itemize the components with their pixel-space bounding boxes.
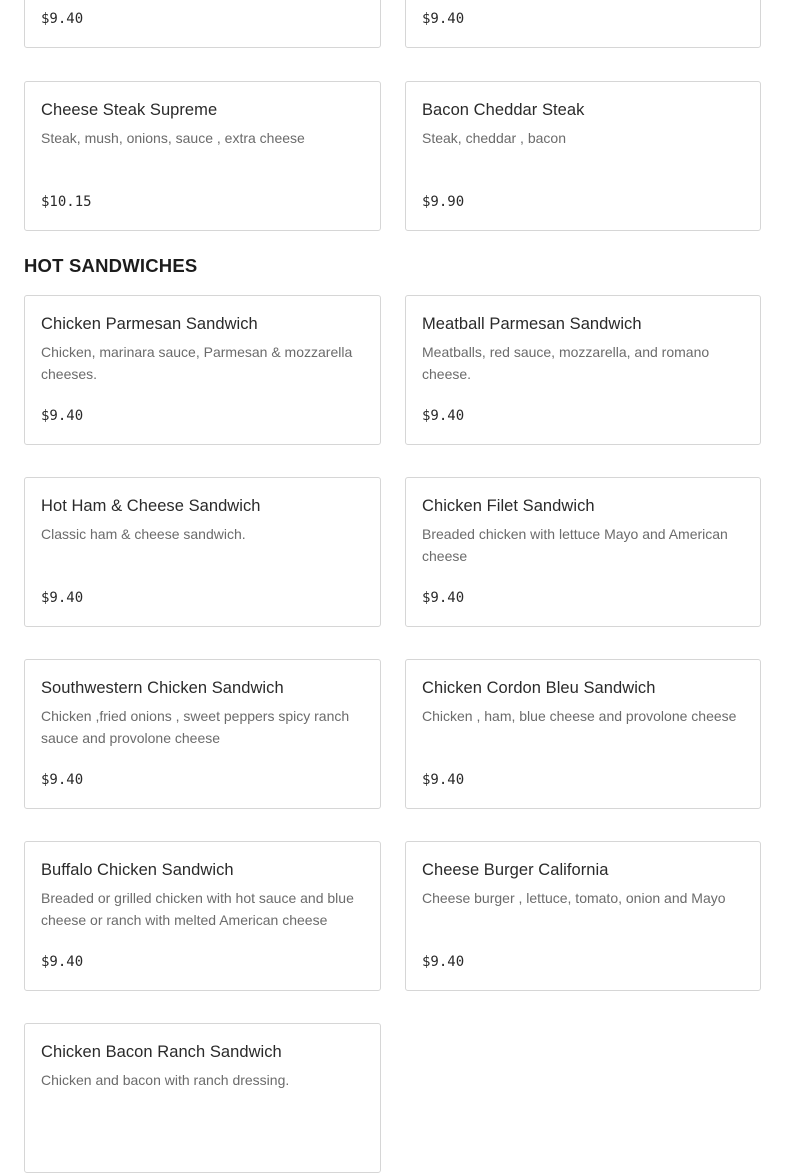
item-price: $9.40 (422, 772, 465, 788)
item-price: $9.40 (422, 590, 465, 606)
item-name: Chicken Filet Sandwich (422, 497, 595, 515)
item-price: $9.40 (422, 954, 465, 970)
item-description: Chicken and bacon with ranch dressing. (41, 1072, 290, 1088)
menu-item-card-cheese-steak-supreme[interactable] (24, 81, 381, 231)
menu-item-card-southwestern-chicken-sandwich[interactable] (24, 659, 381, 809)
menu-item-card-chicken-cordon-bleu-sandwich[interactable] (405, 659, 761, 809)
item-description: Breaded chicken with lettuce Mayo and American cheese (422, 526, 728, 564)
item-price: $9.40 (41, 408, 84, 424)
menu-item-card-bacon-cheddar-steak[interactable] (405, 81, 761, 231)
item-name: Cheese Burger California (422, 861, 609, 879)
menu-item-card-chicken-parmesan-sandwich[interactable] (24, 295, 381, 445)
menu-item-card[interactable] (24, 0, 381, 48)
menu-item-card-meatball-parmesan-sandwich[interactable] (405, 295, 761, 445)
item-description: Chicken ,fried onions , sweet peppers spicy ranch sauce and provolone cheese (41, 708, 350, 746)
menu-item-card-hot-ham-cheese-sandwich[interactable] (24, 477, 381, 627)
item-price: $10.15 (41, 194, 92, 210)
item-price: $9.90 (422, 194, 465, 210)
item-name: Chicken Parmesan Sandwich (41, 315, 258, 333)
item-description: Breaded or grilled chicken with hot sauce and blue cheese or ranch with melted American cheese (41, 890, 354, 928)
menu-item-card-chicken-bacon-ranch-sandwich[interactable] (24, 1023, 381, 1173)
item-name: Southwestern Chicken Sandwich (41, 679, 284, 697)
item-description: Chicken , ham, blue cheese and provolone cheese (422, 708, 737, 724)
item-name: Bacon Cheddar Steak (422, 101, 585, 119)
item-description: Steak, mush, onions, sauce , extra cheese (41, 130, 305, 146)
item-price: $9.40 (41, 772, 84, 788)
menu-item-card-buffalo-chicken-sandwich[interactable] (24, 841, 381, 991)
item-description: Chicken, marinara sauce, Parmesan & mozzarella cheeses. (41, 344, 353, 382)
item-price: $9.40 (41, 590, 84, 606)
item-price: $9.40 (422, 408, 465, 424)
item-description: Steak, cheddar , bacon (422, 130, 566, 146)
item-name: Meatball Parmesan Sandwich (422, 315, 642, 333)
item-description: Cheese burger , lettuce, tomato, onion and Mayo (422, 890, 726, 906)
item-name: Hot Ham & Cheese Sandwich (41, 497, 261, 515)
item-price: $9.40 (41, 11, 84, 27)
item-description: Meatballs, red sauce, mozzarella, and romano cheese. (422, 344, 710, 382)
item-name: Chicken Bacon Ranch Sandwich (41, 1043, 282, 1061)
item-price: $9.40 (422, 11, 465, 27)
section-title-hot-sandwiches: HOT SANDWICHES (24, 255, 198, 276)
item-name: Cheese Steak Supreme (41, 101, 218, 119)
item-name: Buffalo Chicken Sandwich (41, 861, 234, 879)
menu-item-card-chicken-filet-sandwich[interactable] (405, 477, 761, 627)
item-name: Chicken Cordon Bleu Sandwich (422, 679, 656, 697)
item-description: Classic ham & cheese sandwich. (41, 526, 246, 542)
menu-item-card-cheese-burger-california[interactable] (405, 841, 761, 991)
item-price: $9.40 (41, 954, 84, 970)
menu-item-card[interactable] (405, 0, 761, 48)
